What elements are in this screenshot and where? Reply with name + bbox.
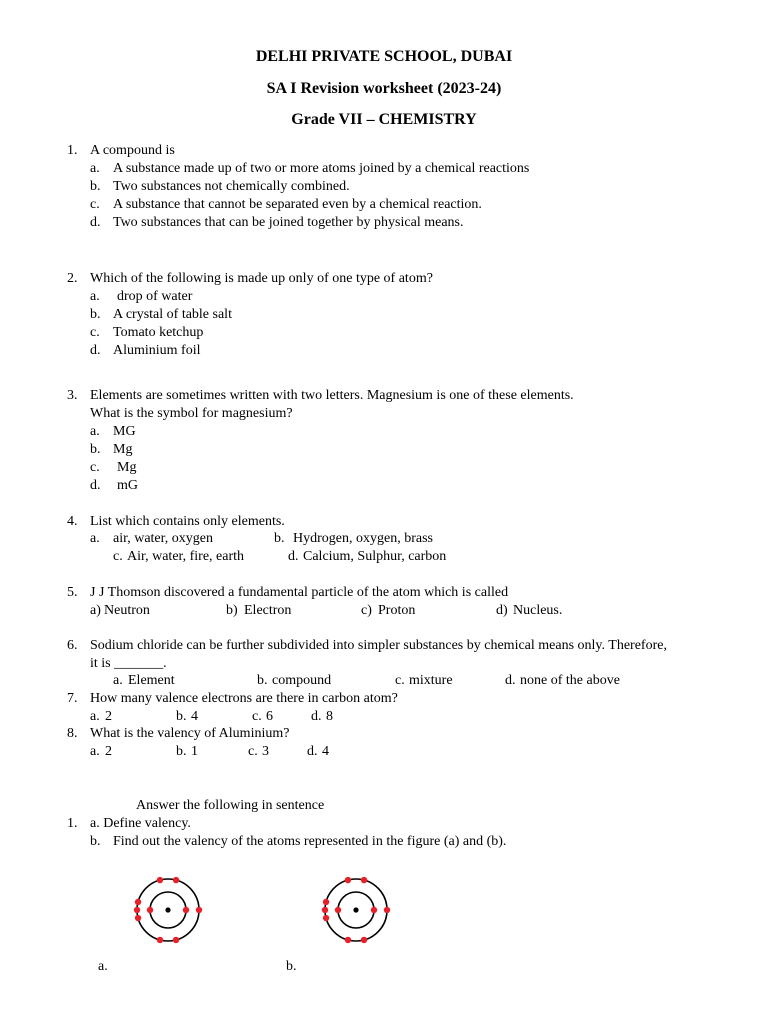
- outer-electron: [135, 899, 141, 905]
- q4-opt-d-letter: d.: [288, 549, 299, 564]
- outer-electron: [361, 937, 367, 943]
- q4-opt-c-letter: c.: [113, 549, 123, 564]
- q7-opt-d-letter: d.: [311, 709, 322, 724]
- inner-electron: [335, 907, 341, 913]
- outer-electron: [173, 877, 179, 883]
- q2-opt-b-letter: b.: [90, 307, 101, 322]
- outer-electron: [345, 877, 351, 883]
- q6-text: Sodium chloride can be further subdivided into simpler substances by chemical means only. Therefore,: [90, 638, 667, 653]
- q3-text: Elements are sometimes written with two letters. Magnesium is one of these elements.: [90, 388, 574, 403]
- q7-opt-a-letter: a.: [90, 709, 100, 724]
- q7-opt-b-letter: b.: [176, 709, 187, 724]
- nucleus: [165, 907, 170, 912]
- q3-opt-c-letter: c.: [90, 460, 100, 475]
- q5-opt-c: Proton: [378, 603, 416, 618]
- q1-opt-a: A substance made up of two or more atoms joined by a chemical reactions: [113, 161, 530, 176]
- s2-q1-number: 1.: [67, 816, 78, 831]
- q3-text-line2: What is the symbol for magnesium?: [90, 406, 293, 421]
- q3-opt-b-letter: b.: [90, 442, 101, 457]
- q5-opt-a-letter: a): [90, 603, 101, 618]
- q1-opt-c: A substance that cannot be separated even by a chemical reaction.: [113, 197, 482, 212]
- q3-opt-b: Mg: [113, 442, 133, 457]
- outer-electron: [196, 907, 202, 913]
- q4-opt-d: Calcium, Sulphur, carbon: [303, 549, 447, 564]
- figure-label-b: b.: [286, 959, 297, 974]
- q8-number: 8.: [67, 726, 78, 741]
- q3-opt-a-letter: a.: [90, 424, 100, 439]
- atom-diagram-b: [316, 872, 396, 948]
- atom-diagram-a: [128, 872, 208, 948]
- q4-opt-b: Hydrogen, oxygen, brass: [293, 531, 433, 546]
- outer-electron: [135, 915, 141, 921]
- q3-opt-a: MG: [113, 424, 136, 439]
- q7-text: How many valence electrons are there in carbon atom?: [90, 691, 398, 706]
- q2-opt-c-letter: c.: [90, 325, 100, 340]
- outer-electron: [384, 907, 390, 913]
- q8-opt-a-letter: a.: [90, 744, 100, 759]
- q7-opt-a: 2: [105, 709, 112, 724]
- q2-number: 2.: [67, 271, 78, 286]
- q5-number: 5.: [67, 585, 78, 600]
- s2-q1-b-letter: b.: [90, 834, 101, 849]
- q5-text: J J Thomson discovered a fundamental particle of the atom which is called: [90, 585, 509, 600]
- nucleus: [353, 907, 358, 912]
- figure-label-a: a.: [98, 959, 108, 974]
- q2-opt-a-letter: a.: [90, 289, 100, 304]
- q3-opt-d-letter: d.: [90, 478, 101, 493]
- q3-opt-c: Mg: [117, 460, 137, 475]
- q6-opt-c: mixture: [409, 673, 453, 688]
- outer-electron: [323, 899, 329, 905]
- outer-electron: [361, 877, 367, 883]
- q6-number: 6.: [67, 638, 78, 653]
- q2-opt-d-letter: d.: [90, 343, 101, 358]
- q6-opt-a-letter: a.: [113, 673, 123, 688]
- inner-electron: [183, 907, 189, 913]
- q6-opt-d-letter: d.: [505, 673, 516, 688]
- outer-electron: [157, 937, 163, 943]
- q1-opt-c-letter: c.: [90, 197, 100, 212]
- q5-opt-b: Electron: [244, 603, 292, 618]
- q5-opt-a: Neutron: [104, 603, 150, 618]
- q8-opt-c-letter: c.: [248, 744, 258, 759]
- q6-opt-c-letter: c.: [395, 673, 405, 688]
- q3-number: 3.: [67, 388, 78, 403]
- q6-opt-b-letter: b.: [257, 673, 268, 688]
- q2-opt-c: Tomato ketchup: [113, 325, 204, 340]
- q8-text: What is the valency of Aluminium?: [90, 726, 290, 741]
- q5-opt-b-letter: b): [226, 603, 238, 618]
- q6-opt-a: Element: [128, 673, 175, 688]
- worksheet-title: SA I Revision worksheet (2023-24): [266, 80, 502, 97]
- q5-opt-c-letter: c): [361, 603, 372, 618]
- q1-opt-a-letter: a.: [90, 161, 100, 176]
- q5-opt-d: Nucleus.: [513, 603, 563, 618]
- q6-opt-b: compound: [272, 673, 332, 688]
- q7-opt-c: 6: [266, 709, 273, 724]
- q1-opt-b: Two substances not chemically combined.: [113, 179, 350, 194]
- outer-electron: [173, 937, 179, 943]
- q1-opt-b-letter: b.: [90, 179, 101, 194]
- q8-opt-a: 2: [105, 744, 112, 759]
- q1-opt-d: Two substances that can be joined together by physical means.: [113, 215, 464, 230]
- outer-electron: [157, 877, 163, 883]
- q3-opt-d: mG: [117, 478, 138, 493]
- q8-opt-b-letter: b.: [176, 744, 187, 759]
- school-name: DELHI PRIVATE SCHOOL, DUBAI: [255, 48, 513, 65]
- q5-opt-d-letter: d): [496, 603, 508, 618]
- q2-opt-a: drop of water: [117, 289, 193, 304]
- q8-opt-b: 1: [191, 744, 198, 759]
- q6-text-line2: it is _______.: [90, 656, 167, 671]
- q7-opt-d: 8: [326, 709, 333, 724]
- inner-electron: [371, 907, 377, 913]
- q4-text: List which contains only elements.: [90, 514, 285, 529]
- q4-opt-b-letter: b.: [274, 531, 285, 546]
- q2-opt-b: A crystal of table salt: [113, 307, 232, 322]
- q1-text: A compound is: [90, 143, 175, 158]
- q4-number: 4.: [67, 514, 78, 529]
- q4-opt-a: air, water, oxygen: [113, 531, 213, 546]
- q8-opt-c: 3: [262, 744, 269, 759]
- q1-opt-d-letter: d.: [90, 215, 101, 230]
- outer-electron: [322, 907, 328, 913]
- s2-q1-b: Find out the valency of the atoms represented in the figure (a) and (b).: [113, 834, 507, 849]
- q8-opt-d-letter: d.: [307, 744, 318, 759]
- q2-opt-d: Aluminium foil: [113, 343, 201, 358]
- inner-electron: [147, 907, 153, 913]
- q7-number: 7.: [67, 691, 78, 706]
- q1-number: 1.: [67, 143, 78, 158]
- q4-opt-c: Air, water, fire, earth: [127, 549, 245, 564]
- q6-opt-d: none of the above: [520, 673, 620, 688]
- q8-opt-d: 4: [322, 744, 329, 759]
- outer-electron: [323, 915, 329, 921]
- outer-electron: [345, 937, 351, 943]
- section-heading: Answer the following in sentence: [136, 798, 325, 813]
- q7-opt-b: 4: [191, 709, 198, 724]
- q7-opt-c-letter: c.: [252, 709, 262, 724]
- q2-text: Which of the following is made up only of one type of atom?: [90, 271, 433, 286]
- grade-subject: Grade VII – CHEMISTRY: [291, 111, 477, 128]
- outer-electron: [134, 907, 140, 913]
- s2-q1-a: a. Define valency.: [90, 816, 191, 831]
- q4-opt-a-letter: a.: [90, 531, 100, 546]
